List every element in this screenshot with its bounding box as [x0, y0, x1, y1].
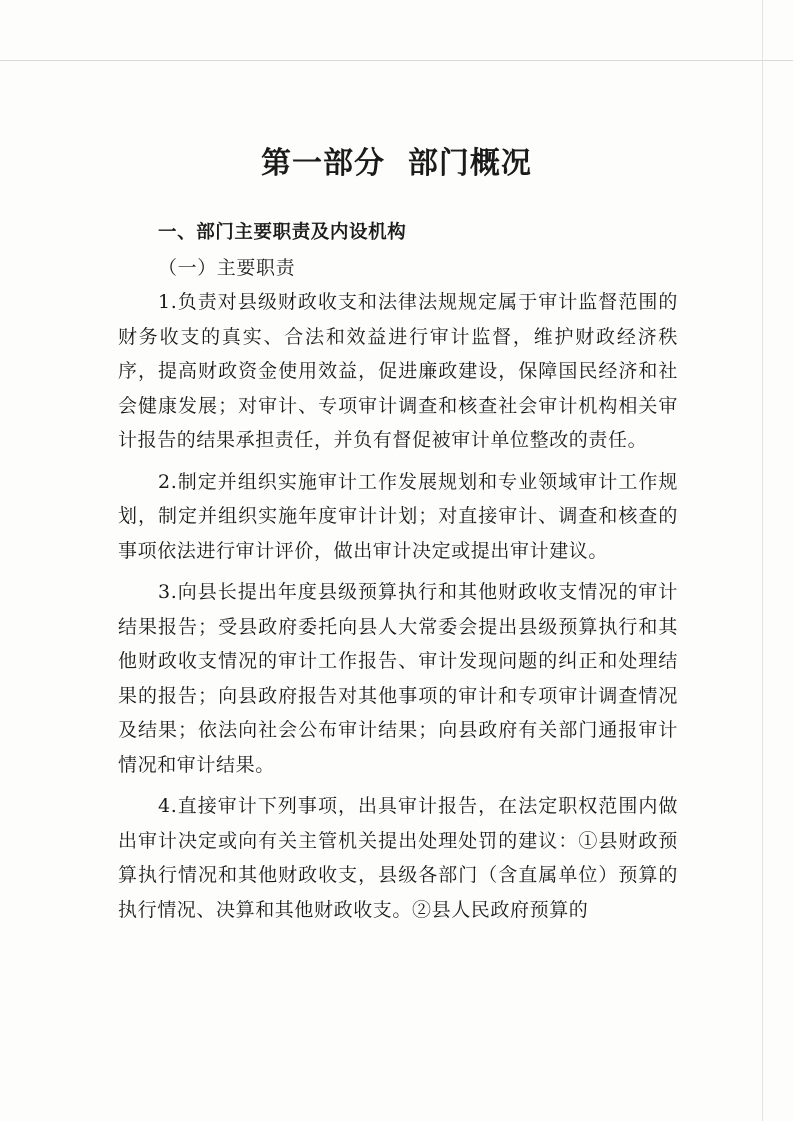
- paragraph-4: 4.直接审计下列事项，出具审计报告，在法定职权范围内做出审计决定或向有关主管机关提出处理处罚的建议：①县财政预算执行情况和其他财政收支，县级各部门（含直属单位）预算的执行情况、决算和其他财政收支。②县人民政府预算的: [118, 795, 678, 921]
- paragraph-1: 1.负责对县级财政收支和法律法规规定属于审计监督范围的财务收支的真实、合法和效益进行审计监督，维护财政经济秩序，提高财政资金使用效益，促进廉政建设，保障国民经济和社会健康发展；对审计、专项审计调查和核查社会审计机构相关审计报告的结果承担责任，并负有督促被审计单位整改的责任。: [118, 291, 678, 451]
- scan-top-rule: [0, 60, 793, 61]
- page-title: 第一部分 部门概况: [261, 146, 532, 181]
- subsection-heading: （一）主要职责: [158, 256, 296, 279]
- paragraph-2: 2.制定并组织实施审计工作发展规划和专业领域审计工作规划，制定并组织实施年度审计计划；对直接审计、调查和核查的事项依法进行审计评价，做出审计决定或提出审计建议。: [118, 470, 678, 562]
- document-body: [118, 216, 678, 934]
- section-heading: 一、部门主要职责及内设机构: [158, 222, 407, 243]
- paragraph-3: 3.向县长提出年度县级预算执行和其他财政收支情况的审计结果报告；受县政府委托向县人大常委会提出县级预算执行和其他财政收支情况的审计工作报告、审计发现问题的纠正和处理结果的报告；向县政府报告对其他事项的审计和专项审计调查情况及结果；依法向社会公布审计结果；向县政府有关部门通报审计情况和审计结果。: [118, 581, 678, 776]
